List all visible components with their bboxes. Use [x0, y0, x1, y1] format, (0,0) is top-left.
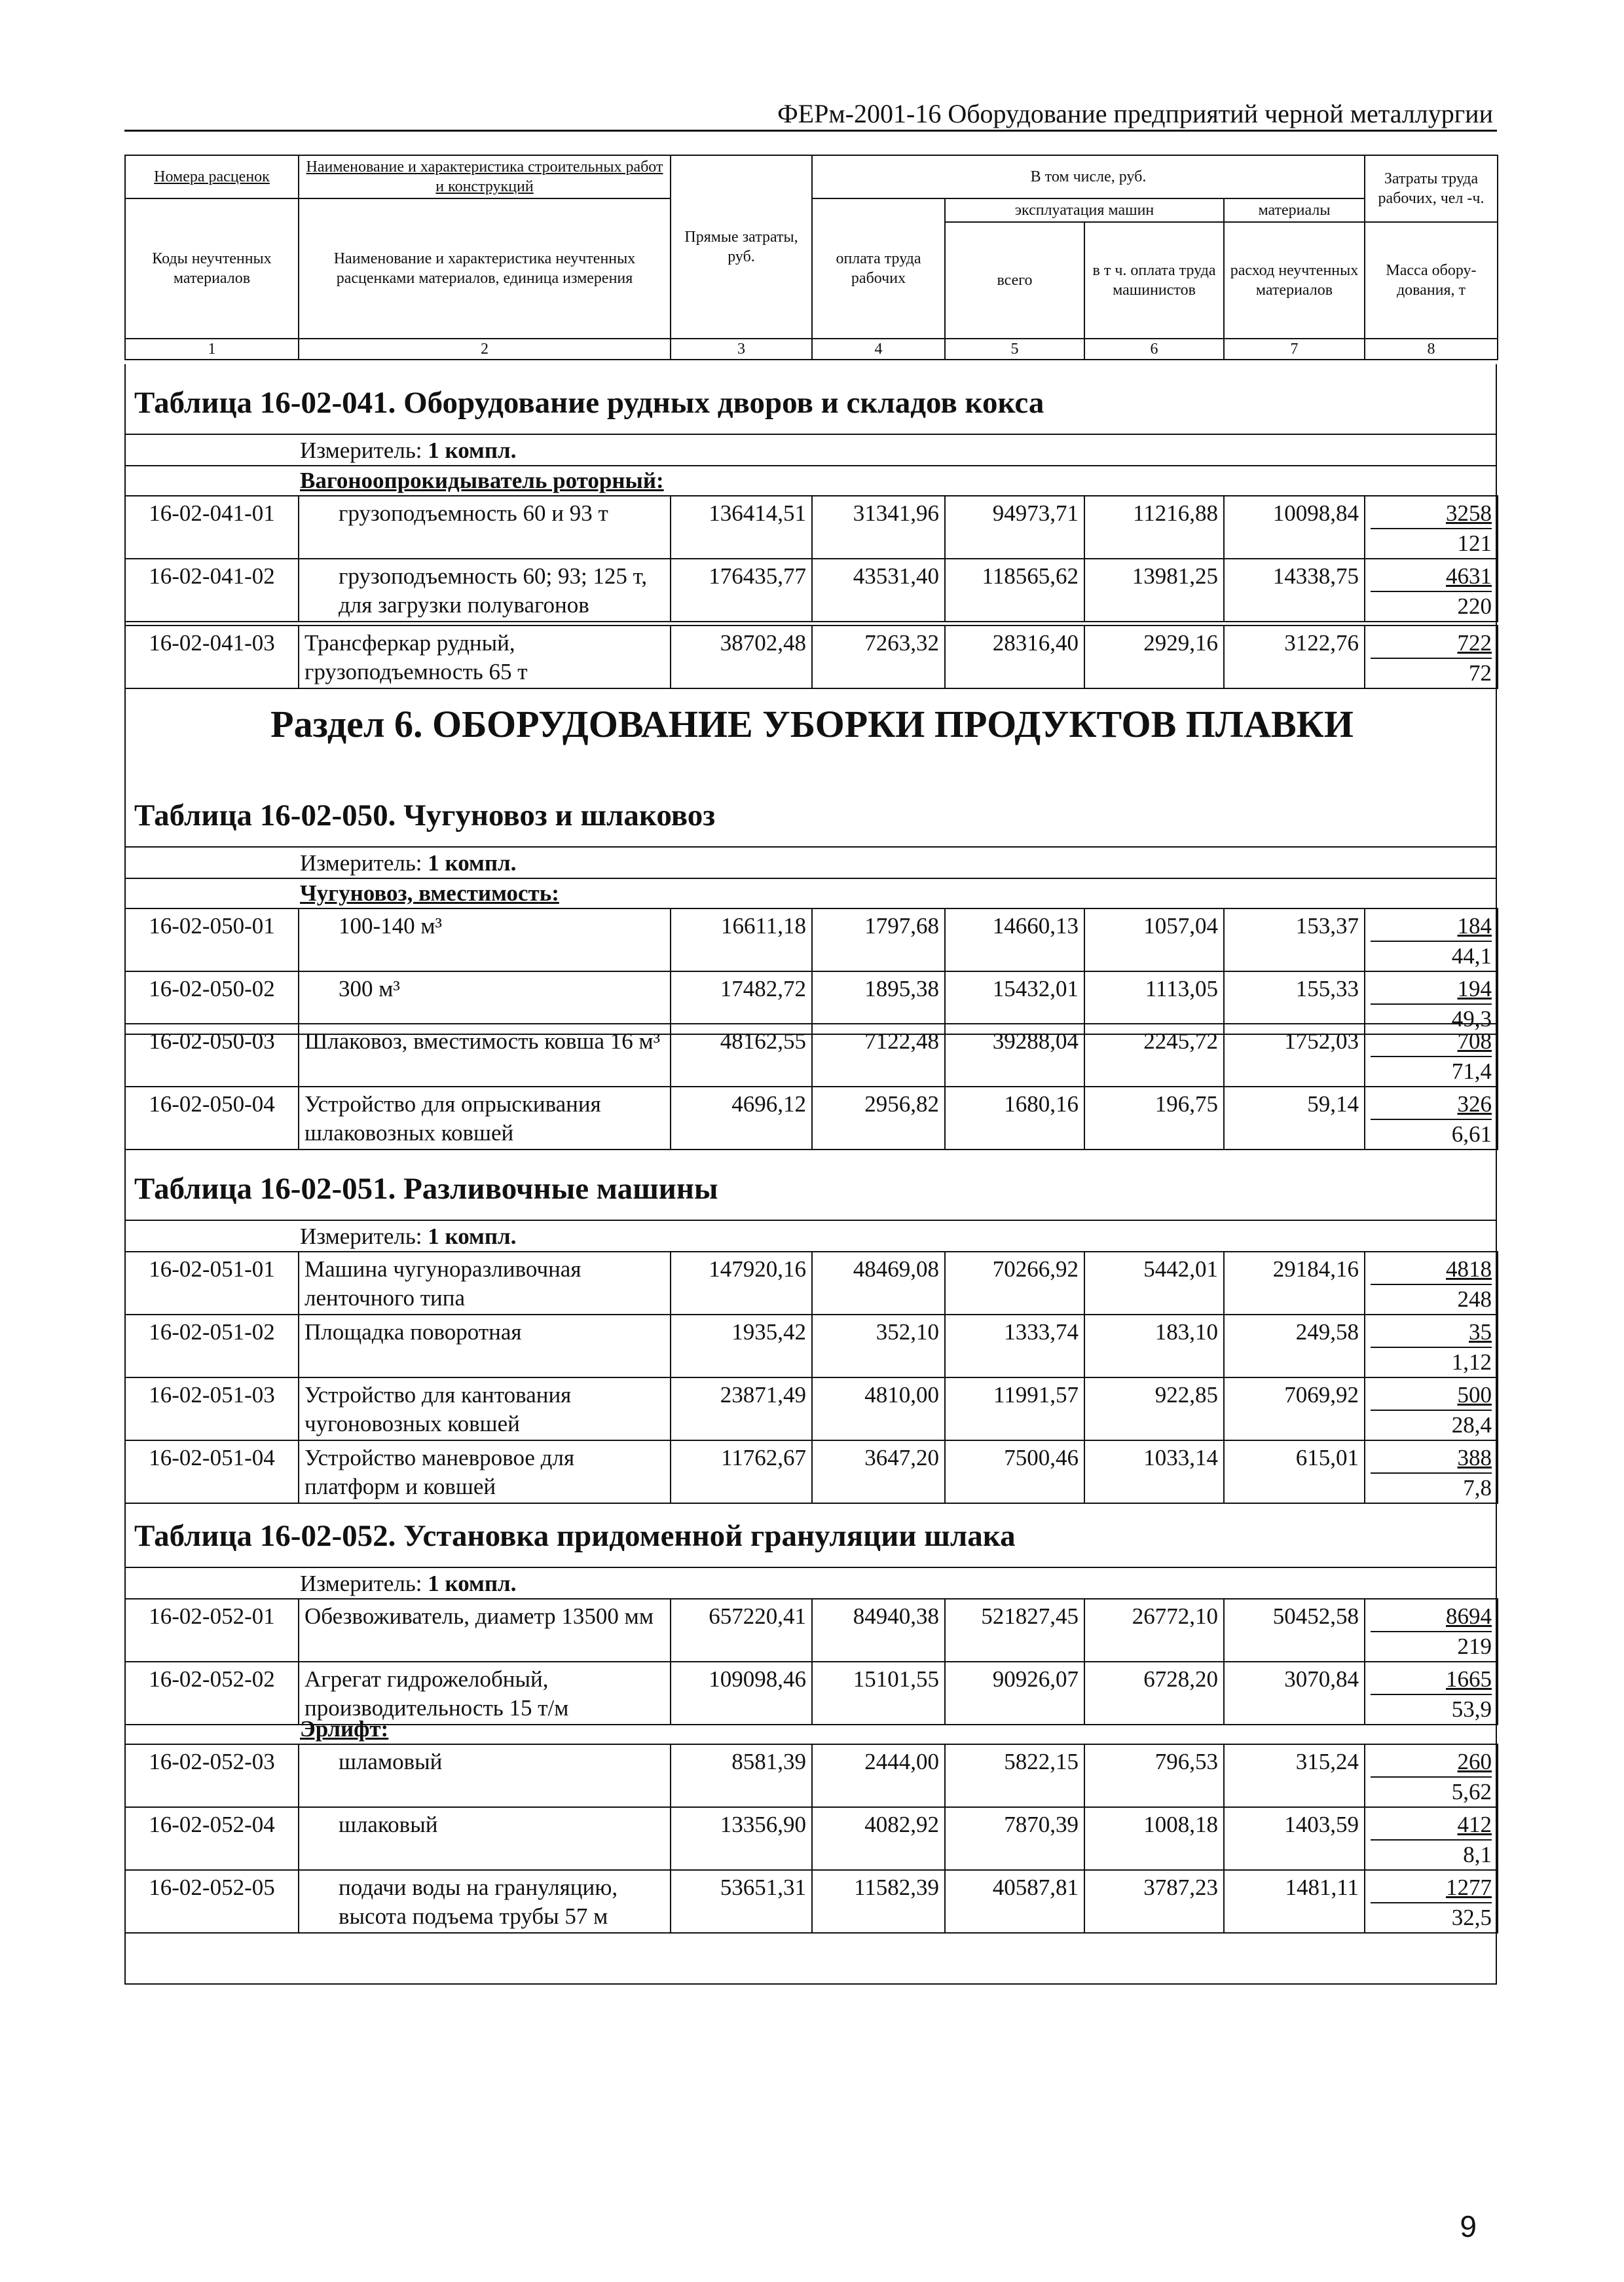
- direct-cost: 657220,41: [671, 1599, 812, 1662]
- work-name: Машина чугуноразливочная ленточного типа: [299, 1252, 671, 1315]
- materials-cost: 29184,16: [1224, 1252, 1365, 1315]
- table-row: [125, 1744, 1498, 1807]
- wages-cost: 4810,00: [812, 1377, 945, 1440]
- header-total: всего: [945, 222, 1084, 339]
- wages-cost: 352,10: [812, 1315, 945, 1377]
- work-name: Агрегат гидрожелобный, производительность 15 т/м: [299, 1662, 671, 1725]
- machinist-wages: 183,10: [1084, 1315, 1224, 1377]
- labor-mass-cell: [1365, 559, 1498, 622]
- col-num: 5: [945, 339, 1084, 360]
- measure-label: Измеритель:: [300, 1224, 428, 1249]
- machines-total: 70266,92: [945, 1252, 1084, 1315]
- header-mass: Масса обору-дования, т: [1365, 222, 1498, 339]
- work-name: Устройство для опрыскивания шлаковозных ковшей: [299, 1087, 671, 1150]
- rate-code: 16-02-051-03: [125, 1377, 299, 1440]
- wages-cost: 84940,38: [812, 1599, 945, 1662]
- materials-cost: 3122,76: [1224, 626, 1365, 688]
- labor-mass-cell: [1365, 1252, 1498, 1315]
- work-name: Обезвоживатель, диаметр 13500 мм: [299, 1599, 671, 1662]
- work-name: Устройство маневровое для платформ и ковшей: [299, 1440, 671, 1503]
- rate-code: 16-02-050-01: [125, 908, 299, 971]
- measure-value: 1 компл.: [428, 438, 517, 463]
- wages-cost: 4082,92: [812, 1807, 945, 1870]
- direct-cost: 38702,48: [671, 626, 812, 688]
- equipment-mass: 6,61: [1451, 1121, 1492, 1147]
- machines-total: 14660,13: [945, 908, 1084, 971]
- direct-cost: 13356,90: [671, 1807, 812, 1870]
- machinist-wages: 13981,25: [1084, 559, 1224, 622]
- rate-code: 16-02-041-02: [125, 559, 299, 622]
- header-consumption: расход неучтенных материалов: [1224, 222, 1365, 339]
- col-num: 8: [1365, 339, 1498, 360]
- machinist-wages: 2929,16: [1084, 626, 1224, 688]
- machines-total: 521827,45: [945, 1599, 1084, 1662]
- materials-cost: 1403,59: [1224, 1807, 1365, 1870]
- rate-code: 16-02-052-02: [125, 1662, 299, 1725]
- section-title: Раздел 6. ОБОРУДОВАНИЕ УБОРКИ ПРОДУКТОВ ПЛАВКИ: [270, 703, 1354, 745]
- measure-label: Измеритель:: [300, 850, 428, 876]
- header-rule: [124, 130, 1497, 132]
- machines-total: 11991,57: [945, 1377, 1084, 1440]
- machines-total: 118565,62: [945, 559, 1084, 622]
- direct-cost: 136414,51: [671, 496, 812, 559]
- labor-hours: 4818: [1371, 1255, 1492, 1285]
- labor-hours: 4631: [1371, 562, 1492, 592]
- rate-code: 16-02-050-03: [125, 1024, 299, 1087]
- wages-cost: 43531,40: [812, 559, 945, 622]
- header-name: Наименование и характеристика строительных работ и конструкций: [299, 155, 671, 198]
- wages-cost: 7263,32: [812, 626, 945, 688]
- rate-code: 16-02-052-01: [125, 1599, 299, 1662]
- rates-table: [124, 1023, 1498, 1150]
- col-num: 4: [812, 339, 945, 360]
- equipment-mass: 28,4: [1451, 1412, 1492, 1438]
- materials-cost: 1481,11: [1224, 1870, 1365, 1933]
- table-row: [125, 626, 1498, 688]
- labor-hours: 8694: [1371, 1602, 1492, 1632]
- group-label: Чугуновоз, вместимость:: [300, 880, 559, 906]
- work-name: подачи воды на грануляцию, высота подъема трубы 57 м: [299, 1870, 671, 1933]
- work-name: шламовый: [299, 1744, 671, 1807]
- labor-hours: 326: [1371, 1090, 1492, 1120]
- work-name: 300 м³: [299, 971, 671, 1034]
- equipment-mass: 5,62: [1451, 1779, 1492, 1805]
- labor-mass-cell: [1365, 1870, 1498, 1933]
- labor-mass-cell: [1365, 1440, 1498, 1503]
- header-incl-op: в т ч. оплата труда машинистов: [1084, 222, 1224, 339]
- rates-table: [124, 908, 1498, 1035]
- materials-cost: 7069,92: [1224, 1377, 1365, 1440]
- equipment-mass: 72: [1469, 660, 1492, 686]
- col-num: 3: [671, 339, 812, 360]
- wages-cost: 2444,00: [812, 1744, 945, 1807]
- machinist-wages: 2245,72: [1084, 1024, 1224, 1087]
- materials-cost: 59,14: [1224, 1087, 1365, 1150]
- equipment-mass: 44,1: [1451, 943, 1492, 969]
- table-row: [125, 1599, 1498, 1662]
- measure-line: [300, 435, 516, 466]
- materials-cost: 155,33: [1224, 971, 1365, 1034]
- measure-label: Измеритель:: [300, 438, 428, 463]
- header-incl: В том числе, руб.: [812, 155, 1365, 198]
- table-title: Таблица 16-02-041. Оборудование рудных дворов и складов кокса: [134, 386, 1044, 420]
- direct-cost: 109098,46: [671, 1662, 812, 1725]
- measure-value: 1 компл.: [428, 850, 517, 876]
- machinist-wages: 796,53: [1084, 1744, 1224, 1807]
- document-title: ФЕРм-2001-16 Оборудование предприятий черной металлургии: [777, 99, 1493, 128]
- equipment-mass: 8,1: [1463, 1842, 1492, 1867]
- table-row: [125, 1807, 1498, 1870]
- direct-cost: 8581,39: [671, 1744, 812, 1807]
- machines-total: 7870,39: [945, 1807, 1084, 1870]
- header-rates: Номера расценок: [125, 155, 299, 198]
- table-row: [125, 1870, 1498, 1933]
- measure-line: [300, 1568, 516, 1599]
- machinist-wages: 922,85: [1084, 1377, 1224, 1440]
- header-wages: оплата труда рабочих: [812, 198, 945, 339]
- equipment-mass: 71,4: [1451, 1058, 1492, 1084]
- table-row: [125, 1024, 1498, 1087]
- direct-cost: 147920,16: [671, 1252, 812, 1315]
- labor-mass-cell: [1365, 1087, 1498, 1150]
- equipment-mass: 32,5: [1451, 1905, 1492, 1930]
- direct-cost: 1935,42: [671, 1315, 812, 1377]
- rates-table: [124, 1744, 1498, 1934]
- labor-hours: 260: [1371, 1748, 1492, 1778]
- labor-mass-cell: [1365, 1807, 1498, 1870]
- rate-code: 16-02-050-02: [125, 971, 299, 1034]
- direct-cost: 176435,77: [671, 559, 812, 622]
- machinist-wages: 5442,01: [1084, 1252, 1224, 1315]
- machinist-wages: 1033,14: [1084, 1440, 1224, 1503]
- equipment-mass: 219: [1457, 1634, 1492, 1659]
- materials-cost: 153,37: [1224, 908, 1365, 971]
- labor-hours: 388: [1371, 1444, 1492, 1474]
- equipment-mass: 53,9: [1451, 1696, 1492, 1722]
- col-num: 7: [1224, 339, 1365, 360]
- labor-mass-cell: [1365, 1744, 1498, 1807]
- labor-hours: 35: [1371, 1318, 1492, 1348]
- table-row: [125, 908, 1498, 971]
- machinist-wages: 1113,05: [1084, 971, 1224, 1034]
- machines-total: 40587,81: [945, 1870, 1084, 1933]
- measure-line: [300, 1221, 516, 1252]
- col-num: 6: [1084, 339, 1224, 360]
- wages-cost: 2956,82: [812, 1087, 945, 1150]
- direct-cost: 53651,31: [671, 1870, 812, 1933]
- measure-value: 1 компл.: [428, 1224, 517, 1249]
- equipment-mass: 121: [1457, 531, 1492, 556]
- labor-hours: 722: [1371, 629, 1492, 659]
- header-name2: Наименование и характеристика неучтенных расценками материалов, единица измерения: [299, 198, 671, 339]
- labor-hours: 3258: [1371, 499, 1492, 529]
- rate-code: 16-02-041-03: [125, 626, 299, 688]
- labor-hours: 1277: [1371, 1873, 1492, 1903]
- materials-cost: 1752,03: [1224, 1024, 1365, 1087]
- machines-total: 94973,71: [945, 496, 1084, 559]
- labor-mass-cell: [1365, 1599, 1498, 1662]
- table-row: [125, 1377, 1498, 1440]
- col-num: 2: [299, 339, 671, 360]
- table-row: [125, 1440, 1498, 1503]
- column-header-table: [124, 155, 1498, 360]
- direct-cost: 17482,72: [671, 971, 812, 1034]
- direct-cost: 11762,67: [671, 1440, 812, 1503]
- labor-mass-cell: [1365, 496, 1498, 559]
- rate-code: 16-02-051-01: [125, 1252, 299, 1315]
- rate-code: 16-02-052-03: [125, 1744, 299, 1807]
- materials-cost: 10098,84: [1224, 496, 1365, 559]
- direct-cost: 4696,12: [671, 1087, 812, 1150]
- wages-cost: 7122,48: [812, 1024, 945, 1087]
- rates-table: [124, 1598, 1498, 1725]
- header-materials: материалы: [1224, 198, 1365, 222]
- work-name: грузоподъемность 60 и 93 т: [299, 496, 671, 559]
- header-direct: Прямые затраты, руб.: [671, 155, 812, 339]
- labor-mass-cell: [1365, 1377, 1498, 1440]
- labor-hours: 708: [1371, 1027, 1492, 1057]
- measure-value: 1 компл.: [428, 1571, 517, 1596]
- equipment-mass: 220: [1457, 593, 1492, 619]
- table-row: [125, 496, 1498, 559]
- measure-label: Измеритель:: [300, 1571, 428, 1596]
- equipment-mass: 248: [1457, 1286, 1492, 1312]
- direct-cost: 48162,55: [671, 1024, 812, 1087]
- table-row: [125, 1315, 1498, 1377]
- rate-code: 16-02-051-04: [125, 1440, 299, 1503]
- work-name: Шлаковоз, вместимость ковша 16 м³: [299, 1024, 671, 1087]
- equipment-mass: 1,12: [1451, 1349, 1492, 1375]
- table-row: [125, 1087, 1498, 1150]
- work-name: Устройство для кантования чугоновозных ковшей: [299, 1377, 671, 1440]
- equipment-mass: 7,8: [1463, 1475, 1492, 1501]
- table-title: Таблица 16-02-050. Чугуновоз и шлаковоз: [134, 798, 716, 832]
- labor-mass-cell: [1365, 1315, 1498, 1377]
- work-name: Трансферкар рудный, грузоподъемность 65 т: [299, 626, 671, 688]
- machinist-wages: 3787,23: [1084, 1870, 1224, 1933]
- work-name: 100-140 м³: [299, 908, 671, 971]
- table-row: [125, 559, 1498, 622]
- direct-cost: 16611,18: [671, 908, 812, 971]
- group-label: Эрлифт:: [300, 1716, 389, 1742]
- labor-hours: 412: [1371, 1810, 1492, 1841]
- machines-total: 15432,01: [945, 971, 1084, 1034]
- rates-table: [124, 1251, 1498, 1504]
- header-machines: эксплуатация машин: [945, 198, 1224, 222]
- labor-mass-cell: [1365, 908, 1498, 971]
- rate-code: 16-02-052-05: [125, 1870, 299, 1933]
- table-title: Таблица 16-02-052. Установка придоменной грануляции шлака: [134, 1519, 1016, 1553]
- labor-mass-cell: [1365, 626, 1498, 688]
- materials-cost: 3070,84: [1224, 1662, 1365, 1725]
- group-label: Вагоноопрокидыватель роторный:: [300, 468, 664, 493]
- materials-cost: 249,58: [1224, 1315, 1365, 1377]
- work-name: грузоподъемность 60; 93; 125 т, для загрузки полувагонов: [299, 559, 671, 622]
- direct-cost: 23871,49: [671, 1377, 812, 1440]
- labor-mass-cell: [1365, 1024, 1498, 1087]
- labor-hours: 194: [1371, 975, 1492, 1005]
- table-title: Таблица 16-02-051. Разливочные машины: [134, 1172, 718, 1206]
- materials-cost: 315,24: [1224, 1744, 1365, 1807]
- wages-cost: 3647,20: [812, 1440, 945, 1503]
- machines-total: 1333,74: [945, 1315, 1084, 1377]
- machines-total: 1680,16: [945, 1087, 1084, 1150]
- wages-cost: 31341,96: [812, 496, 945, 559]
- wages-cost: 1797,68: [812, 908, 945, 971]
- labor-hours: 1665: [1371, 1665, 1492, 1695]
- rate-code: 16-02-041-01: [125, 496, 299, 559]
- work-name: шлаковый: [299, 1807, 671, 1870]
- wages-cost: 1895,38: [812, 971, 945, 1034]
- labor-hours: 184: [1371, 912, 1492, 942]
- labor-mass-cell: [1365, 1662, 1498, 1725]
- equipment-mass: 49,3: [1451, 1006, 1492, 1032]
- page-number: 9: [1460, 2209, 1477, 2243]
- header-labor: Затраты труда рабочих, чел -ч.: [1365, 155, 1498, 222]
- measure-line: [300, 848, 516, 879]
- wages-cost: 15101,55: [812, 1662, 945, 1725]
- machinist-wages: 196,75: [1084, 1087, 1224, 1150]
- wages-cost: 48469,08: [812, 1252, 945, 1315]
- machinist-wages: 6728,20: [1084, 1662, 1224, 1725]
- rates-table: [124, 495, 1498, 622]
- machines-total: 7500,46: [945, 1440, 1084, 1503]
- machines-total: 90926,07: [945, 1662, 1084, 1725]
- machinist-wages: 1008,18: [1084, 1807, 1224, 1870]
- machinist-wages: 1057,04: [1084, 908, 1224, 971]
- rate-code: 16-02-052-04: [125, 1807, 299, 1870]
- materials-cost: 50452,58: [1224, 1599, 1365, 1662]
- machines-total: 39288,04: [945, 1024, 1084, 1087]
- rates-table: [124, 625, 1498, 689]
- work-name: Площадка поворотная: [299, 1315, 671, 1377]
- machinist-wages: 11216,88: [1084, 496, 1224, 559]
- header-codes: Коды неучтенных материалов: [125, 198, 299, 339]
- table-row: [125, 1252, 1498, 1315]
- rate-code: 16-02-051-02: [125, 1315, 299, 1377]
- rate-code: 16-02-050-04: [125, 1087, 299, 1150]
- labor-hours: 500: [1371, 1381, 1492, 1411]
- materials-cost: 14338,75: [1224, 559, 1365, 622]
- materials-cost: 615,01: [1224, 1440, 1365, 1503]
- wages-cost: 11582,39: [812, 1870, 945, 1933]
- machinist-wages: 26772,10: [1084, 1599, 1224, 1662]
- machines-total: 5822,15: [945, 1744, 1084, 1807]
- col-num: 1: [125, 339, 299, 360]
- machines-total: 28316,40: [945, 626, 1084, 688]
